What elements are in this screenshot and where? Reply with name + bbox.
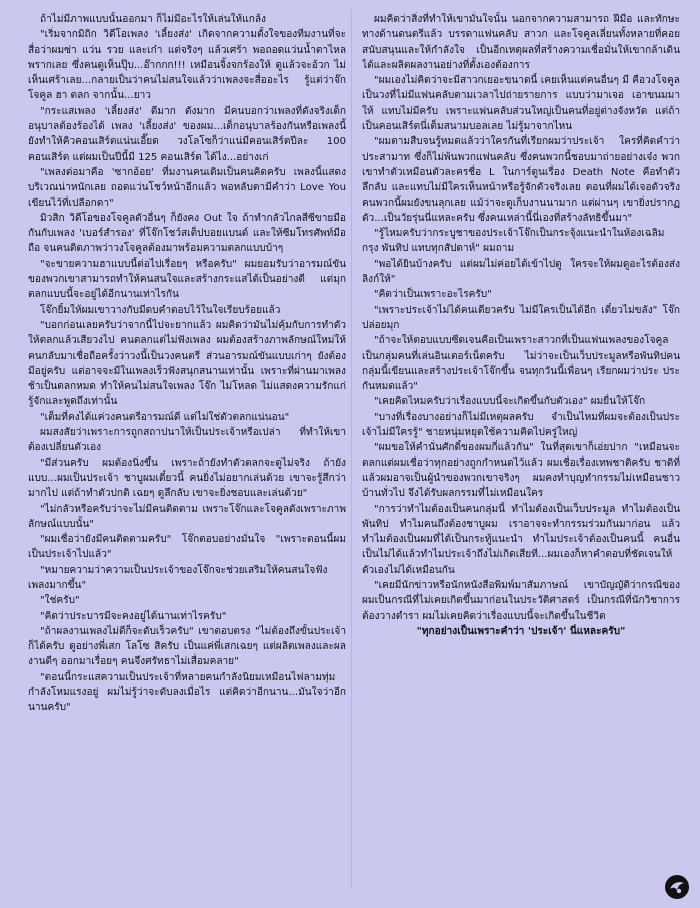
paragraph: "กระแสเพลง 'เลี้ยงส่ง' ดีมาก ดังมาก มีคนบอกว่าเพลงที่ดังจริงเด็กอนุบาลต้องร้องได้ เพลง 'เลี้ยงส่ง' ของผม...เด็กอนุบาลร้องกันหรือเพลงนี้ยังทำให้คิวคอนเสิร์ตแน่นเอี๊ยด วงโลโซก็ว่าแน่มีคอนเสิร์ตปีละ 100 คอนเสิร์ต แต่ผมเป็นปีนี้มี 125 คอนเสิร์ต ได้ไง...อย่างเก่ xyxy=(28,105,346,163)
paragraph: "การว่าทำไมต้องเป็นคนกลุ่มนี้ ทำไมต้องเป็นเว็บประมูล ทำไมต้องเป็นพันทิป ทำไมคนถึงต้องชาบูผม เราอาจจะทำกรรมร่วมกันมาก่อน แล้วทำไมต้องเป็นผมที่ได้เป็นกระทู้แนะนำ ทำไมประเจ้าต้องเป็นคนนี้ คนอื่นเป็นไม่ได้แล้วทำไมประเจ้าถึงไม่เกิดเสียที...ผมเองก็หาคำตอบที่ชัดเจนให้ตัวเองไม่ได้เหมือนกัน xyxy=(362,503,680,576)
paragraph: "ผมเชื่อว่ายังมีคนติดตามครับ" โจ๊กตอบอย่างมั่นใจ "เพราะตอนนี้ผมเป็นประเจ้าไปแล้ว" xyxy=(28,534,346,561)
paragraph: "เต็มที่คงได้แค่วงคนตรีอารมณ์ดี แต่ไม่ใช่ตัวตลกแน่นอน" xyxy=(40,411,290,423)
paragraph: "ถ้าจะให้ตอบแบบซีดเจนคือเป็นเพราะสาวกที่เป็นแฟนเพลงของโจคูลเป็นกลุ่มคนที่เล่นอินเตอร์เน็ตครับ ไม่ว่าจะเป็นเว็บประมูลหรือพันทิปคนกลุ่มนี้เขียนและสร้างประเจ้าโจ๊กขึ้น จนทุกวันนี้เพื่อนๆ เรียกผมว่าประ ประ กันหมดแล้ว" xyxy=(362,335,680,393)
paragraph: "ผมขอให้คำนั่นศักดิ์ของผมกี่แล้วกัน" ในที่สุดเขาก็เอ่ยปาก "เหมือนจะตลกแต่ผมเชื่อว่าทุกอย่างถูกกำหนดไว้แล้ว ผมเชื่อเรื่องเทพชาติครับ ชาติที่แล้วผมอาจเป็นผู้นำของพวกเขาจริงๆ ผมคงทำบุญทำกรรมไม่เหมือนชาวบ้านทั่วไป จึงได้รับผลกรรมที่ไม่เหมือนใคร xyxy=(362,442,680,500)
paragraph: "คิดว่าเป็นเพราะอะไรครับ" xyxy=(374,289,492,301)
paragraph: "ถ้าผลงานเพลงไม่ดีก็จะดับเร็วครับ" เขาตอบตรง "ไม่ต้องถึงขั้นประเจ้าก็ได้ครับ ดูอย่างพี่เสก โลโซ สิครับ เป็นแค่พี่เสกเฉยๆ แต่ผลิตเพลงและผลงานดีๆ ออกมาเรื่อยๆ คนจึงศรัทธาไม่เสื่อมคลาย" xyxy=(28,625,346,668)
paragraph: โจ๊กยิ้มให้ผมเขาวางกับมีดบคำตอบไว้ในใจเรียบร้อยแล้ว xyxy=(40,304,281,316)
paragraph: ผมสงสัยว่าเพราะการถูกสถาปนาให้เป็นประเจ้าหรือเปล่า ที่ทำให้เขาต้องเปลี่ยนตัวเอง xyxy=(28,427,346,454)
paragraph: ผมคิดว่าสิ่งที่ทำให้เขามั่นใจนั้น นอกจากความสามารถ ฝีมือ และทักษะทางด้านดนตรีแล้ว บรรดาแฟนคลับ สาวก และโจคูลเลี่ยนทั้งหลายที่คอยสนับสนุนและให้กำลังใจ เป็นอีกเหตุผลที่สร้างความเชื่อมั่นให้เขากล้าเดินได้และผลิตผลงานอย่างที่ตั้งเองต้องการ xyxy=(362,14,680,71)
paragraph: "ผมเองไม่คิดว่าจะมีสาวกเยอะขนาดนี้ เคยเห็นแต่คนอื่นๆ มี คือวงโจคูลเป็นวงที่ไม่มีแฟนคลับตามเวลาไปถ่ายรายการ แบบว่ามาเจอ เอาขนมมาให้ แทบไม่มีครับ เพราะแฟนคลับส่วนใหญ่เป็นคนที่อยู่ต่างจังหวัด แต่ถ้าเป็นคอนเสิร์ตนี่เต็มสนามบอลเลย ไม่รู้มาจากไหน xyxy=(362,75,680,133)
paragraph: "ตอนนี้กระแสความเป็นประเจ้าที่หลายคนกำลังนิยมเหมือนไฟลามทุ่ม กำลังโหมแรงอยู่ ผมไม่รู้ว่าจะดับลงเมื่อไร แต่คิดว่าอีกนาน...มันใจว่าอีกนานครับ" xyxy=(28,671,346,714)
paragraph: "เริ่มจากมิถิก วิดีโอเพลง 'เลี้ยงส่ง' เกิดจากความตั้งใจของทีมงานที่จะสื่อว่าผมซ่า แว่น รวย และเก๋า แต่จริงๆ แล้วเศร้า พอถอดแว่นน้ำตาไหล พรากเลย ซึ่งคนดูเห็นปุ๊บ...อ๊ากกก!!! เหมือนจิ้งจกร้องให้ ดูแล้วจะอ้วก ไม่เห็นเศร้าเลย...กลายเป็นว่าคนไม่สนใจแล้วว่าเพลงจะสื่ออะไร รู้แต่ว่าจ๊ก โจคูล ฮา ตลก จากนั้น...ยาว xyxy=(28,29,346,102)
paragraph: "พอได้ยินบ้างครับ แต่ผมไม่ค่อยได้เข้าไปดู ใครจะให้ผมดูอะไรต้องส่งลิงก์ให้" xyxy=(362,258,680,286)
paragraph: "เพลงต่อมาคือ 'ซากอ้อย' ที่มงานคนเดิมเป็นคนคิดครับ เพลงนี้แสดงบริเวณน่าหนักเลย ถอดแว่นโชว์หน้าอีกแล้ว พอหลับตามีคำว่า Love You เขียนไว้ที่เปลือกตา" xyxy=(28,166,346,209)
paragraph: "จะขายความฮาแบบนี้ต่อไปเรื่อยๆ หรือครับ" ผมยอมรับว่าอารมณ์ขันของพวกเขาสามารถทำให้คนสนใจและสร้างกระแสได้เป็นอย่างดี แต่มุกตลกแบบนี้จะอยู่ได้อีกนานเท่าไรกัน xyxy=(28,258,346,301)
wing-logo-icon xyxy=(664,874,690,900)
paragraph: "รู้ไหมครับว่ากระบูชาของประเจ้าโจ๊กเป็นกระจุ้งแนะนำในห้องเฉลิมกรุง พันทิป แทบทุกสัปดาห์" ผมถาม xyxy=(362,228,665,255)
paragraph: "หมายความว่าความเป็นประเจ้าของโจ๊กจะช่วยเสริมให้คนสนใจฟังเพลงมากขึ้น" xyxy=(28,564,328,591)
paragraph: "บอกก่อนเลยครับว่าจากนี้ไปจะยากแล้ว ผมคิดว่ามันไม่คุ้มกับการทำตัวให้ตลกแล้วเสียวงไป คนตลกแต่ไม่ฟังเพลง ผมต้องสร้างภาพลักษณ์ใหม่ให้คนกลับมาเชื่อถือครั้งว่าวงนี้เป็นวงคนตรี ส่วนอารมณ์ขันแบบเก่าๆ ยังต้องมีอยู่ครับ แต่อาจจะมีในเพลงเร็วฟังสนุกสนานเท่านั้น เพราะที่ผ่านมาเพลงช้าเป็นตลกหมด ทำให้คนไม่สนใจเพลง โจ๊ก ไม่โหลด ไม่แสดงความรักแก่รู้จักและพูดถึงเท่านั้น xyxy=(28,319,346,408)
paragraph: "ใช่ครับ" xyxy=(40,595,80,607)
paragraph: "คิดว่าประบารมีจะคงอยู่ได้นานเท่าไรครับ" xyxy=(40,610,227,622)
paragraph: "บางที่เรื่องบางอย่างก็ไม่มีเหตุผลครับ จำเป็นไหมที่ผมจะต้องเป็นประเจ้าไม่มีใครรู้" ชายหนุ่มหยุดใช้ความคิดไปครู่ใหญ่ xyxy=(362,411,680,439)
paragraph: ถ้าไม่มีภาพแบบนั้นออกมา ก็ไม่มีอะไรให้เล่นให้แกล้ง xyxy=(40,14,266,25)
paragraph: "เคยคิดไหมครับว่าเรื่องแบบนี้จะเกิดขึ้นกับตัวเอง" ผมยื่นให้โจ๊ก xyxy=(374,396,646,408)
paragraph: "ผมตามสืบจนรู้หมดแล้วว่าใครกันที่เรียกผมว่าประเจ้า ใครที่คิดคำว่าประสามาท ซึ่งก็ไม่พ้นพวกแฟนคลับ ซึ่งคนพวกนี้ชอบมาถ่ายอย่างเจ๋ง พวกเขาทำตัวเหมือนตัวละครชื่อ L ในการ์ตูนเรื่อง Death Note คือทำตัวลึกลับ และแทบไม่มีใครเห็นหน้าหรือรู้จักตัวจริงเลย ตอนที่ผมได้เจอตัวจริงคนพวกนี้ผมยังขนลุกเลย แม้ว่าจะดูเก็บงานนามาก แต่ผ่านๆ เขายิ่งปรากฏตัว...เป็นวัยรุ่นนี่แหละครับ ซึ่งคนเหล่านี้นี่เองที่สร้างลัทธิขึ้นมา" xyxy=(362,136,680,224)
paragraph: มิวสิก วิดีโอของโจคูลตัวอื่นๆ ก็ยังคง Out ใจ ถ้าทำกลัวไกลสีซีขายมือกันกับเพลง 'เบอร์สำรอง' ที่โจ๊กโชว์สเต็ปบอยแบนด์ และให้ซีมโทรศัพท์มือถือ จนคนติดภาพว่าวงโจคูลต้องมาพร้อมความตลกแบบบ้าๆ xyxy=(28,212,346,255)
closing-quote: "ทุกอย่างเป็นเพราะคำว่า 'ประเจ้า' นี่แหละครับ" xyxy=(416,625,626,637)
right-text-column xyxy=(362,12,680,639)
paragraph: "เพราะประเจ้าไม่ได้คนเดียวครับ ไม่มีใครเป็นได้อีก เดี๋ยวไม่ขลัง" โจ๊กปล่อยมุก xyxy=(362,304,680,331)
paragraph: "มีส่วนครับ ผมต้องนิ่งขึ้น เพราะถ้ายังทำตัวตลกจะดูไม่จริง ถ้ายังแบบ...ผมเป็นประเจ้า ชาบูผมเดี๋ยวนี้ คนยิ่งไม่อยากเล่นด้วย เขาจะรู้สึกว่ามากไป แต่ถ้าทำตัวปกติ เฉยๆ ดูลึกลับ เขาจะยิ่งชอบและเล่นด้วย" xyxy=(28,457,346,500)
paragraph: "เคยมีนักข่าวหรือนักหนังสือพิมพ์มาสัมภาษณ์ เขาบัญญัติว่ากรณีของผมเป็นกรณีที่ไม่เคยเกิดขึ้นมาก่อนในประวัติศาสตร์ เป็นกรณีที่นักวิชาการต้องวางตำรา ผมไม่เคยคิดว่าเรื่องแบบนี้จะเกิดขึ้นในชีวิต xyxy=(362,579,680,622)
paragraph: "ไม่กลัวหรือครับว่าจะไม่มีคนติดตาม เพราะโจ๊กและโจคูลดังเพราะภาพลักษณ์แบบนั้น" xyxy=(28,503,346,530)
left-text-column xyxy=(28,12,346,716)
column-divider xyxy=(351,10,352,890)
